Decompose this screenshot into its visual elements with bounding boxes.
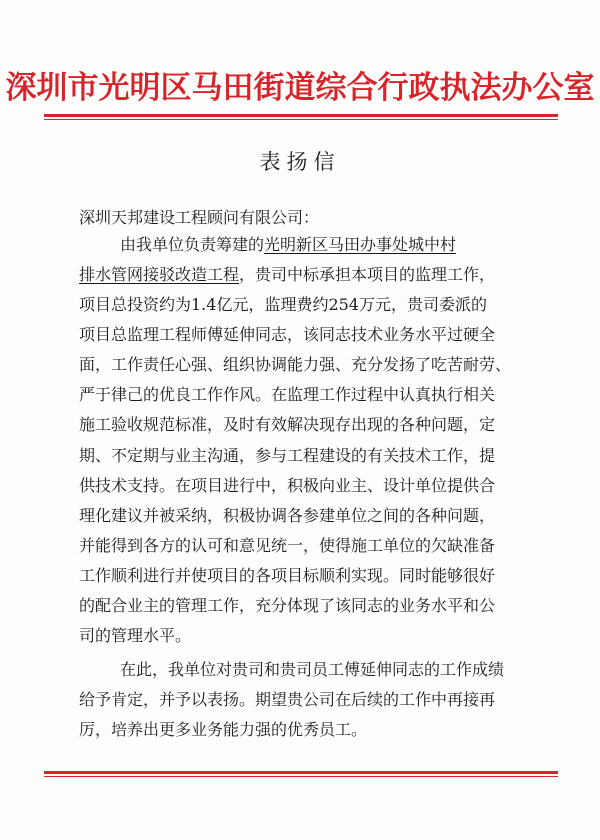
- body-line-underlined-text: 排水管网接驳改造工程: [79, 265, 240, 284]
- body-line: [79, 385, 495, 405]
- body-line: [79, 325, 495, 345]
- footer-rule-thick: [44, 771, 558, 774]
- body-line: [79, 566, 495, 586]
- body-line-text: 面，工作责任心强、组织协调能力强、充分发扬了吃苦耐劳、: [79, 355, 512, 374]
- body-line-text: 严于律己的优良工作作风。在监理工作过程中认真执行相关: [79, 385, 496, 404]
- body-line-text: 并能得到各方的认可和意见统一，使得施工单位的欠缺准备: [79, 536, 496, 555]
- body-line: [120, 235, 456, 255]
- salutation: 深圳天邦建设工程顾问有限公司：: [79, 208, 320, 227]
- letterhead-rule-thin: [44, 119, 558, 120]
- body-line-underlined-text: 光明新区马田办事处城中村: [264, 235, 457, 254]
- body-line: [79, 626, 191, 646]
- body-line: [79, 415, 495, 435]
- letterhead-rule-thick: [44, 114, 558, 117]
- body-line-text: 供技术支持。在项目进行中，积极向业主、设计单位提供合: [79, 476, 496, 495]
- body-line-text: 由我单位负责筹建的: [120, 235, 265, 254]
- body-line-text: 厉，培养出更多业务能力强的优秀员工。: [79, 720, 368, 739]
- body-line-text: 理化建议并被采纳，积极协调各参建单位之间的各种问题，: [79, 506, 496, 525]
- body-line-text: 期、不定期与业主沟通，参与工程建设的有关技术工作，提: [79, 446, 496, 465]
- letter-title: 表扬信: [259, 150, 341, 174]
- body-line-text: 项目总监理工程师傅延伸同志，该同志技术业务水平过硬全: [79, 325, 496, 344]
- body-line-text: 项目总投资约为1.4亿元，监理费约254万元，贵司委派的: [79, 295, 487, 314]
- body-line-text: 在此，我单位对贵司和贵司员工傅延伸同志的工作成绩: [120, 660, 505, 679]
- body-line: [120, 660, 504, 680]
- body-line: [79, 720, 367, 740]
- letterhead-title: 深圳市光明区马田街道综合行政执法办公室: [5, 70, 595, 106]
- body-line-text: 工作顺利进行并使项目的各项目标顺利实现。同时能够很好: [79, 566, 496, 585]
- body-line: [79, 476, 495, 496]
- body-line-text: 的配合业主的管理工作，充分体现了该同志的业务水平和公: [79, 596, 496, 615]
- body-line: [79, 690, 495, 710]
- body-line: [79, 265, 495, 285]
- body-line: [79, 506, 495, 526]
- body-line-text: 施工验收规范标准，及时有效解决现存出现的各种问题，定: [79, 415, 496, 434]
- body-line: [79, 355, 511, 375]
- footer-rule-thin: [44, 776, 558, 777]
- body-line: [79, 446, 495, 466]
- body-line-text: 司的管理水平。: [79, 626, 192, 645]
- body-line-text: ，贵司中标承担本项目的监理工作，: [239, 265, 496, 284]
- body-line-text: 给予肯定，并予以表扬。期望贵公司在后续的工作中再接再: [79, 690, 496, 709]
- body-line: [79, 295, 487, 315]
- body-line: [79, 536, 495, 556]
- body-line: [79, 596, 495, 616]
